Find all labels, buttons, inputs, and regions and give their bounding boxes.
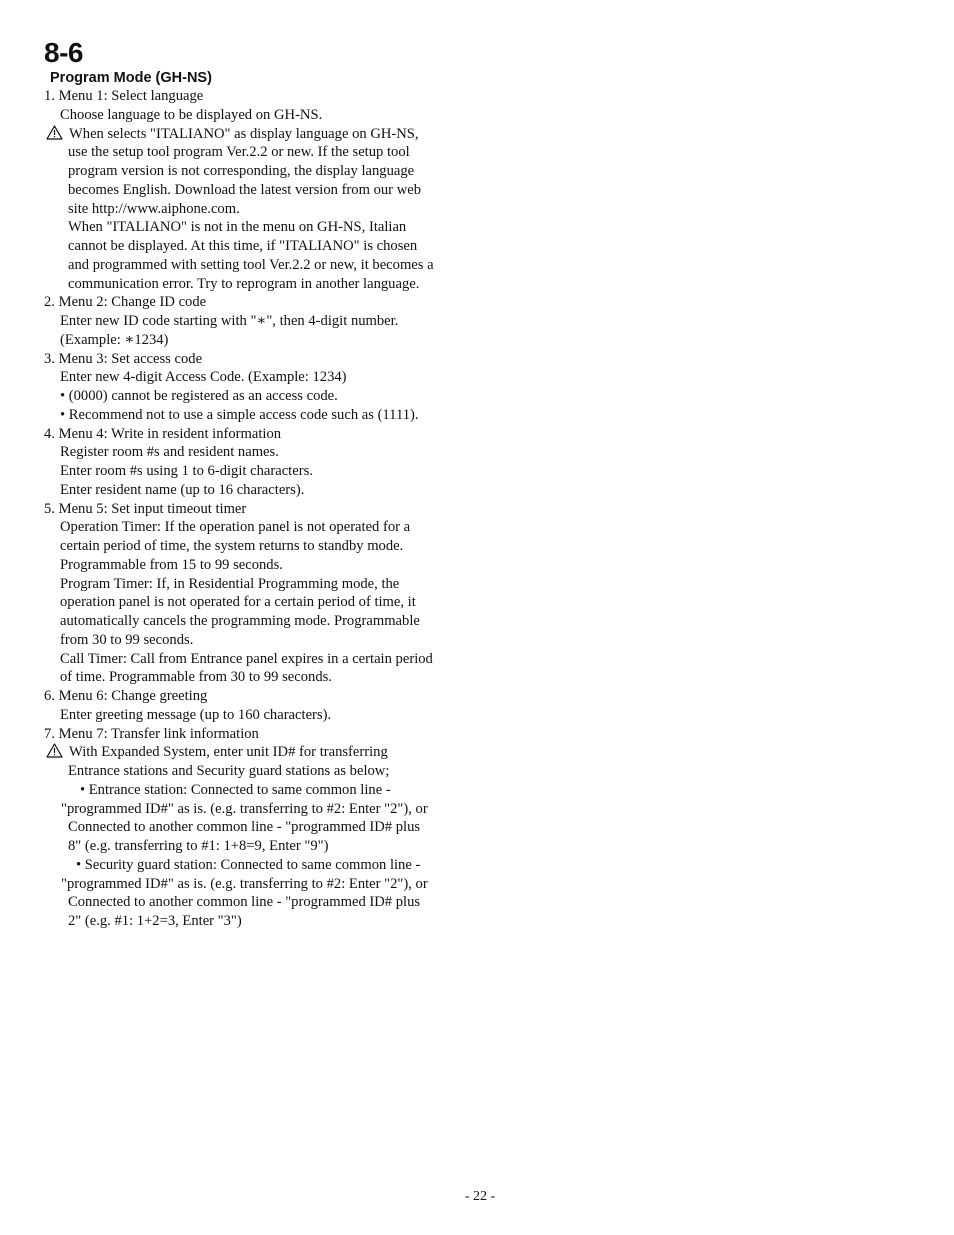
body-line-text: operation panel is not operated for a certain period of time, it [60, 594, 416, 611]
body-line [44, 350, 202, 369]
body-line [68, 837, 328, 856]
body-line [44, 425, 281, 444]
body-line [68, 181, 421, 200]
body-line [60, 406, 419, 425]
body-line-text: 8" (e.g. transferring to #1: 1+8=9, Enter "9") [68, 838, 329, 854]
body-line [60, 650, 433, 669]
body-line [60, 481, 304, 500]
body-line-text: Register room #s and resident names. [60, 444, 279, 461]
body-line [68, 162, 414, 181]
body-line-text: 5. Menu 5: Set input timeout timer [44, 500, 247, 517]
body-line-text: Entrance stations and Security guard stations as below; [68, 763, 390, 779]
body-line [60, 387, 338, 406]
body-line [68, 200, 240, 219]
body-line-text: When "ITALIANO" is not in the menu on GH-NS, Italian [68, 219, 407, 236]
section-number: 8-6 [44, 37, 83, 68]
body-line-text: becomes English. Download the latest version from our web [68, 181, 422, 198]
body-line-text: Connected to another common line - "programmed ID# plus [68, 819, 421, 836]
body-line-text: site http://www.aiphone.com. [68, 200, 240, 217]
body-line-text: (Example: ∗1234) [60, 331, 169, 348]
body-line [68, 143, 410, 162]
body-line-text: Programmable from 15 to 99 seconds. [60, 556, 283, 573]
body-line-text: certain period of time, the system returns to standby mode. [60, 538, 404, 554]
body-line [60, 462, 313, 481]
body-line-text: Operation Timer: If the operation panel is not operated for a [60, 519, 411, 536]
body-line-text: of time. Programmable from 30 to 99 seconds. [60, 669, 332, 686]
body-line-text: Program Timer: If, in Residential Programming mode, the [60, 575, 400, 592]
body-line [60, 556, 283, 575]
body-line-text: 1. Menu 1: Select language [44, 88, 204, 104]
body-line [60, 518, 410, 537]
body-line-text: program version is not corresponding, the display language [68, 163, 415, 179]
body-line-text: and programmed with setting tool Ver.2.2 or new, it becomes a [68, 256, 434, 273]
body-line-text: cannot be displayed. At this time, if "ITALIANO" is chosen [68, 238, 418, 254]
body-line-text: from 30 to 99 seconds. [60, 631, 194, 648]
body-line [68, 912, 242, 931]
section-title: Program Mode (GH-NS) [50, 70, 212, 86]
body-line [60, 668, 332, 687]
body-line-text: Call Timer: Call from Entrance panel expires in a certain period [60, 650, 433, 667]
body-line [60, 312, 398, 331]
body-line [44, 687, 207, 706]
page-number: - 22 - [464, 1189, 496, 1204]
body-line [68, 218, 406, 237]
body-line [68, 818, 420, 837]
body-line [61, 875, 428, 894]
body-line [44, 500, 246, 519]
body-line-text: 4. Menu 4: Write in resident information [44, 425, 282, 442]
body-line [68, 893, 420, 912]
body-line [60, 368, 347, 387]
body-line-text: "programmed ID#" as is. (e.g. transferring to #2: Enter "2"), or [61, 800, 428, 817]
body-line-text: 3. Menu 3: Set access code [44, 350, 203, 367]
body-line-text: communication error. Try to reprogram in another language. [68, 275, 420, 292]
body-line-text: 2. Menu 2: Change ID code [44, 294, 207, 311]
body-line [44, 293, 206, 312]
body-line-text: "programmed ID#" as is. (e.g. transferring to #2: Enter "2"), or [61, 875, 428, 892]
body-line [60, 537, 403, 556]
body-line-text: 2" (e.g. #1: 1+2=3, Enter "3") [68, 913, 242, 929]
body-line [60, 593, 416, 612]
warning-triangle-icon [46, 743, 63, 758]
body-line-text: • (0000) cannot be registered as an access code. [60, 388, 338, 404]
body-line [60, 331, 168, 350]
body-line [60, 443, 279, 462]
body-line [68, 256, 434, 275]
warning-triangle-icon [46, 125, 63, 140]
body-line [68, 237, 417, 256]
body-line-text: • Entrance station: Connected to same common line - [80, 781, 391, 798]
body-line-text: Enter new 4-digit Access Code. (Example: 1234) [60, 369, 347, 386]
body-line [76, 856, 420, 875]
body-line-text: 7. Menu 7: Transfer link information [44, 725, 259, 742]
body-line-text: Enter greeting message (up to 160 characters). [60, 706, 332, 723]
body-line [60, 631, 193, 650]
body-line [60, 106, 322, 125]
body-line [60, 612, 420, 631]
body-line-text: Enter room #s using 1 to 6-digit characters. [60, 463, 313, 479]
body-line-text: • Security guard station: Connected to same common line - [76, 856, 421, 873]
body-line [44, 725, 259, 744]
body-line-text: automatically cancels the programming mode. Programmable [60, 613, 420, 629]
body-line [44, 87, 203, 106]
body-line-text: When selects "ITALIANO" as display language on GH-NS, [69, 125, 419, 142]
body-line-text: 6. Menu 6: Change greeting [44, 688, 208, 704]
body-line [46, 125, 419, 144]
body-line [46, 743, 388, 762]
body-line-text: Choose language to be displayed on GH-NS. [60, 106, 323, 123]
body-line-text: • Recommend not to use a simple access code such as (1111). [60, 406, 419, 423]
body-line-text: Enter resident name (up to 16 characters). [60, 481, 305, 498]
body-line-text: use the setup tool program Ver.2.2 or new. If the setup tool [68, 144, 410, 161]
body-line-text: Connected to another common line - "programmed ID# plus [68, 894, 421, 911]
body-line [61, 800, 428, 819]
body-line [60, 706, 331, 725]
body-line-text: Enter new ID code starting with "∗", then 4-digit number. [60, 313, 399, 329]
body-line [68, 762, 389, 781]
body-line [60, 575, 399, 594]
body-line [68, 275, 419, 294]
body-line-text: With Expanded System, enter unit ID# for transferring [69, 744, 388, 761]
body-line [80, 781, 391, 800]
